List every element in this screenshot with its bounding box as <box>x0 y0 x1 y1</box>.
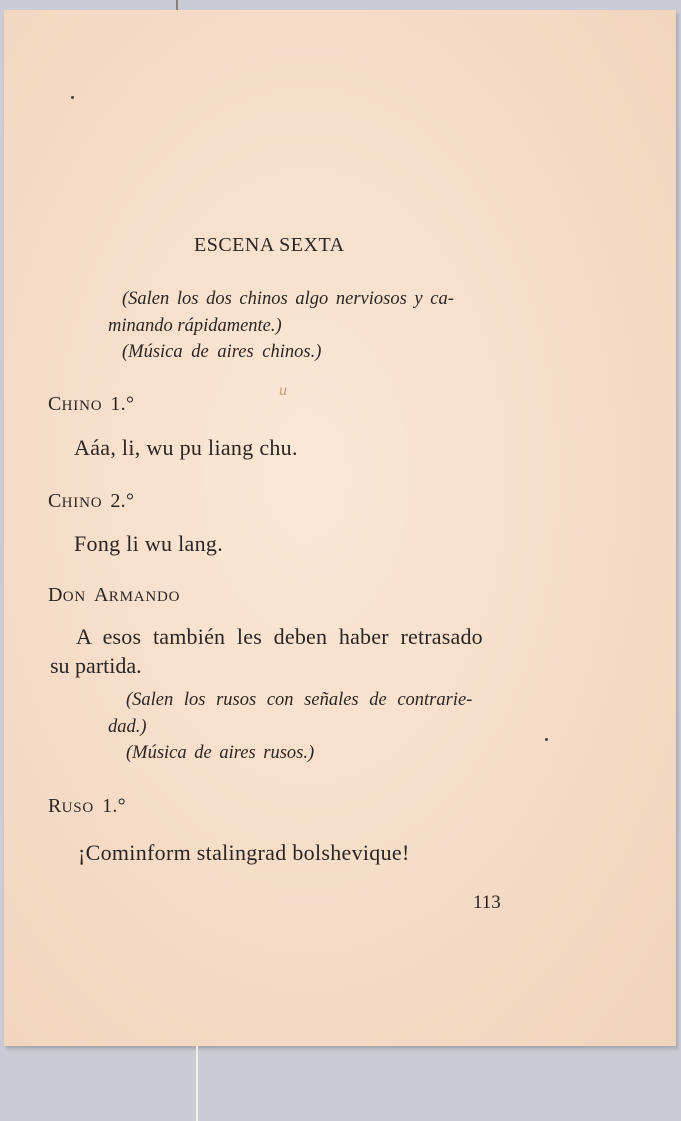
speaker-ordinal: 1.° <box>110 393 135 415</box>
stage-direction-line: minando rápidamente.) <box>108 316 282 336</box>
speaker-don-armando <box>48 584 180 607</box>
book-page <box>4 10 676 1046</box>
speaker-small-caps: ON <box>62 589 87 605</box>
speech-line: Aáa, li, wu pu liang chu. <box>74 435 298 460</box>
stage-direction-line: (Música de aires chinos.) <box>122 342 322 362</box>
speech-line: su partida. <box>50 653 142 678</box>
scene-heading: ESCENA SEXTA <box>194 234 345 256</box>
speaker-ordinal: 2.° <box>110 490 135 512</box>
speaker-initial: D <box>48 584 63 606</box>
speech-line: ¡Cominform stalingrad bolshevique! <box>78 840 410 865</box>
speaker-initial: C <box>48 393 62 415</box>
speech-line: A esos también les deben haber retrasado <box>76 624 483 649</box>
stage-direction-line: (Salen los rusos con señales de contrarie- <box>126 690 473 710</box>
bookmark-thread <box>196 1046 198 1121</box>
speech-line: Fong li wu lang. <box>74 531 224 556</box>
speaker-chino-1 <box>48 393 134 416</box>
speaker-small-caps: RMANDO <box>108 589 181 605</box>
stage-direction-line: dad.) <box>108 717 147 737</box>
speaker-ordinal: 1.° <box>102 795 126 817</box>
speaker-small-caps: USO <box>61 800 95 816</box>
stage-direction-line: (Música de aires rusos.) <box>126 743 315 763</box>
ink-speck <box>545 738 548 741</box>
ink-speck <box>71 96 74 99</box>
speaker-small-caps: HINO <box>61 398 103 414</box>
faint-mark: u <box>279 382 287 399</box>
page-number: 113 <box>473 892 501 913</box>
speaker-chino-2 <box>48 490 134 513</box>
stage-direction-line: (Salen los dos chinos algo nerviosos y ca- <box>122 289 454 309</box>
speaker-initial: R <box>48 795 62 817</box>
speaker-ruso-1 <box>48 795 126 818</box>
speaker-initial: A <box>94 584 109 606</box>
speaker-small-caps: HINO <box>61 495 103 511</box>
speaker-initial: C <box>48 490 62 512</box>
